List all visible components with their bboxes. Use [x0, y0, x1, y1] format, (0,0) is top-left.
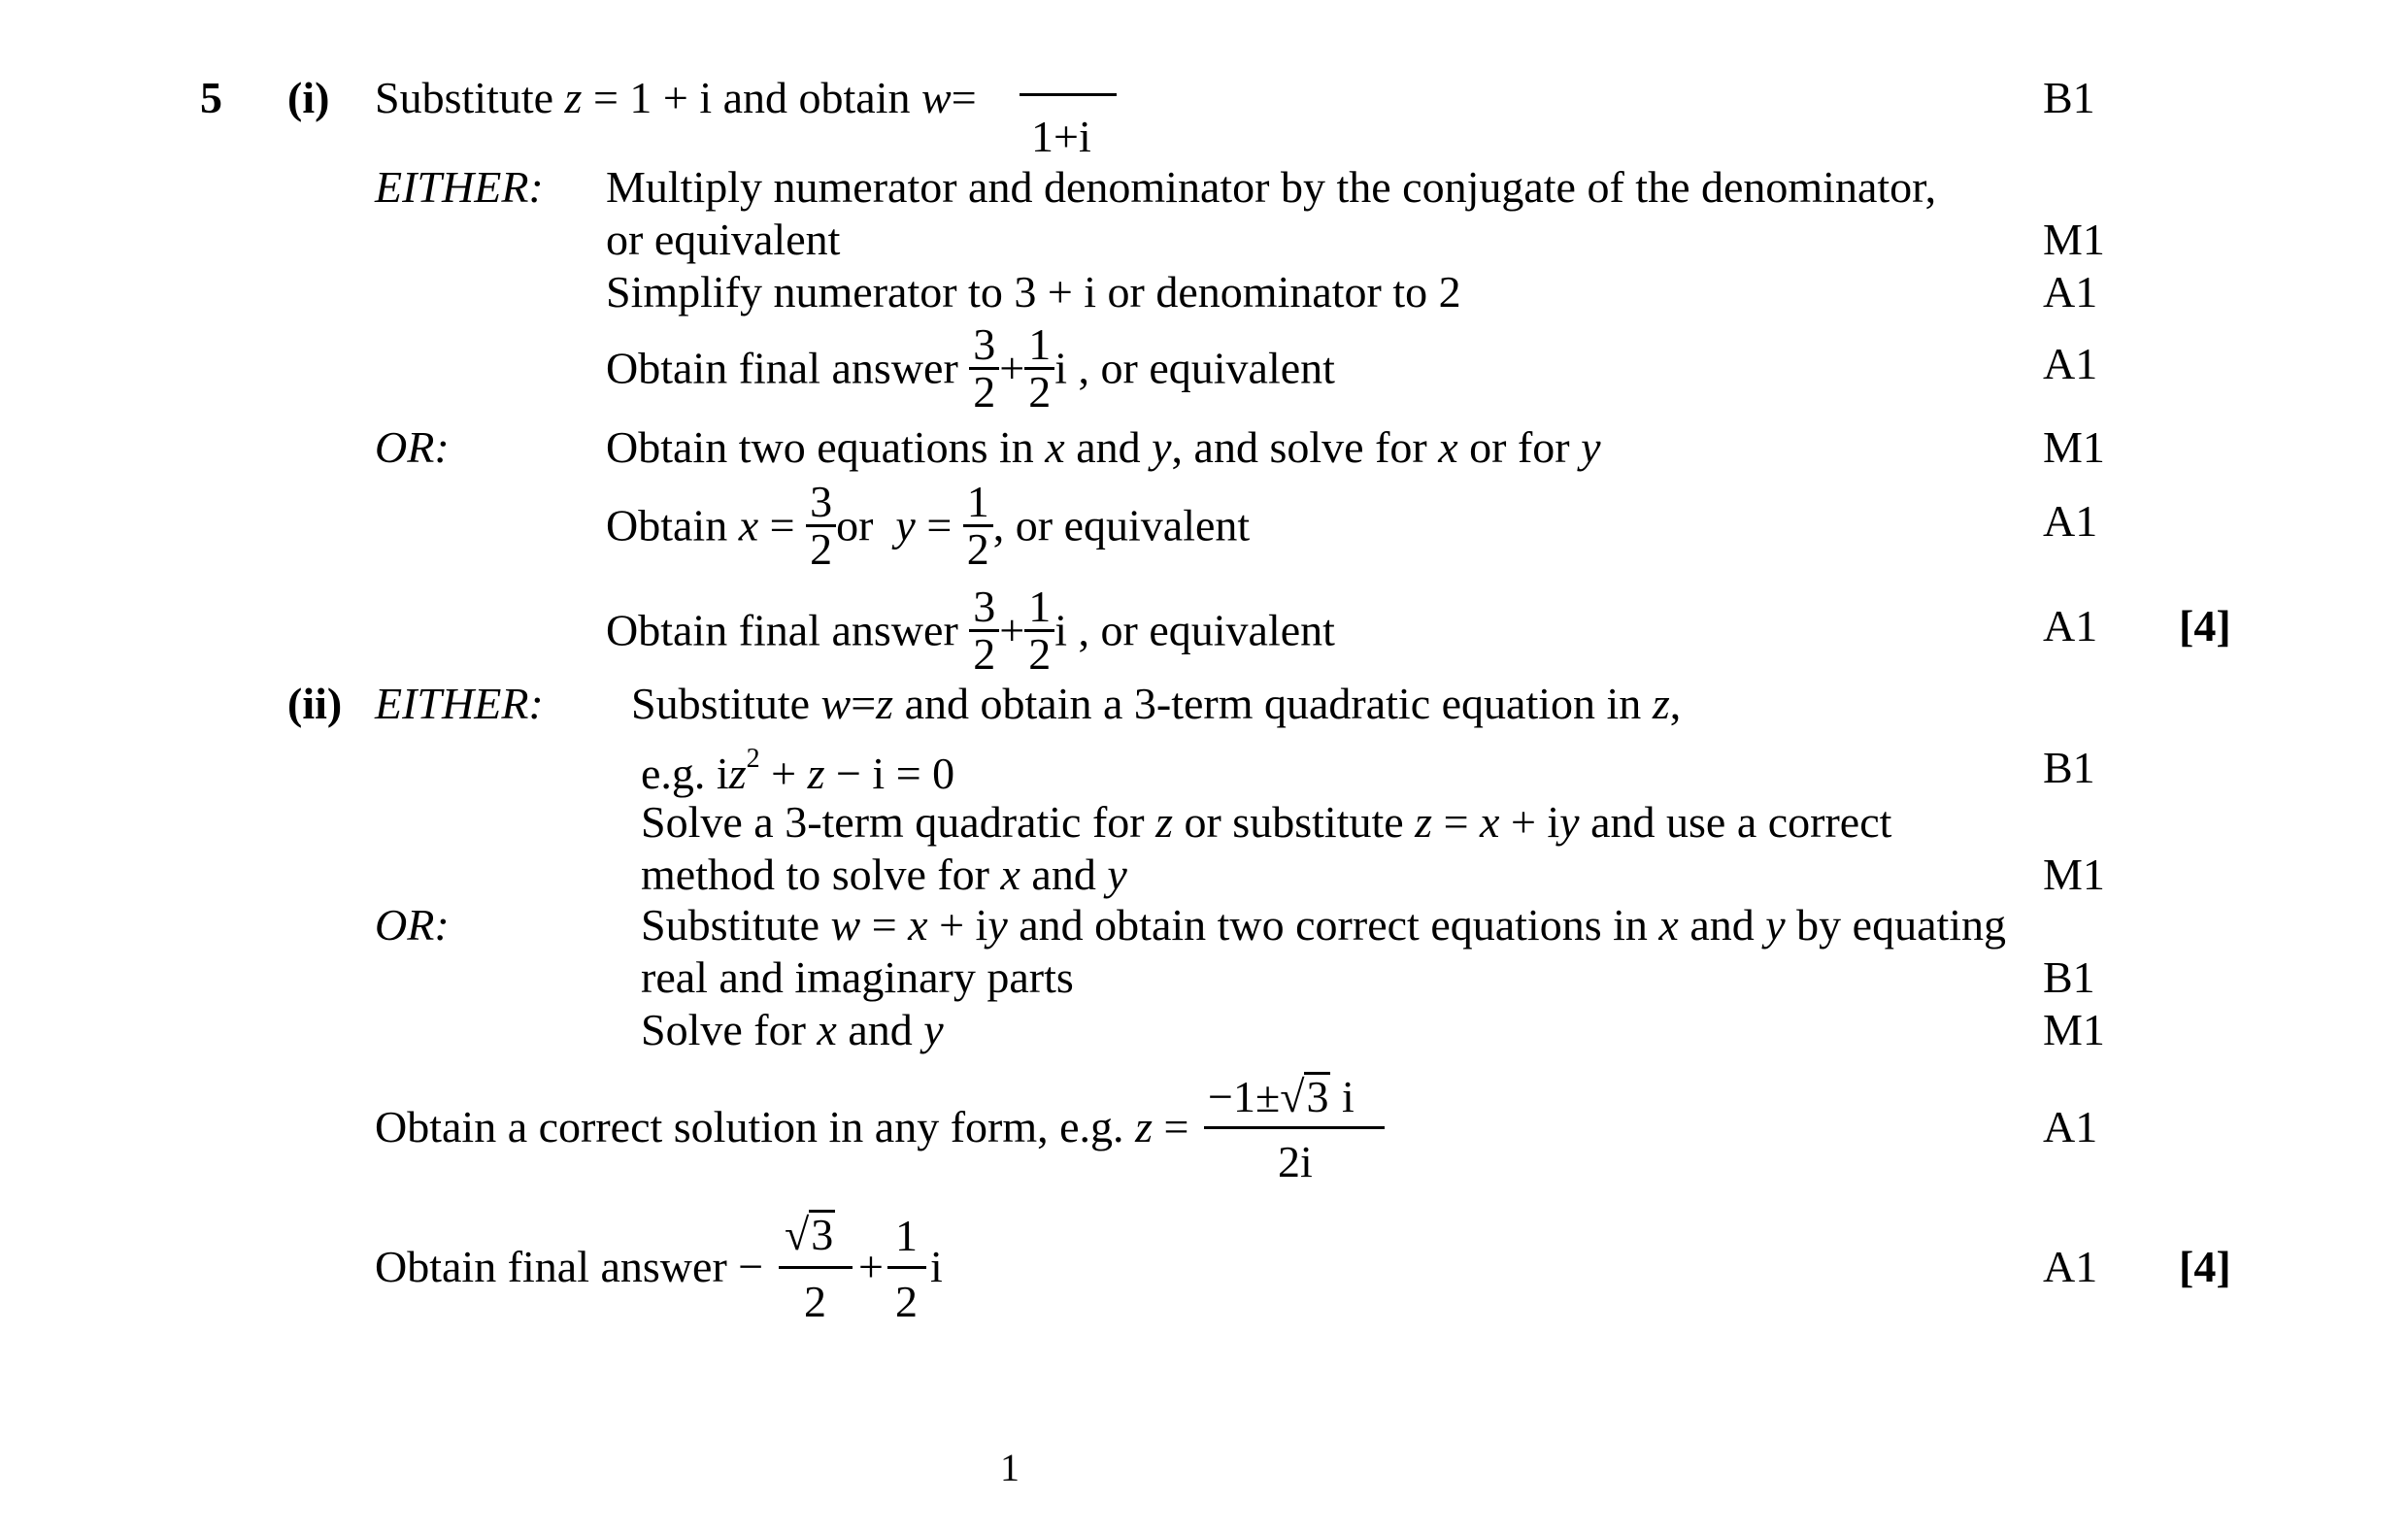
solution-numerator: −1±√3 i	[1208, 1072, 1354, 1121]
sqrt-sign: √	[1280, 1072, 1305, 1121]
part-i-either-line-a: Multiply numerator and denominator by the conjugate of the denominator,	[606, 162, 1937, 212]
part-ii-or-line-c: Solve for x and y	[641, 1005, 944, 1054]
part-i-or-line-a: Obtain two equations in x and y, and solve for x or for y	[606, 422, 1601, 472]
part-i-or-line-b-mark: A1	[2043, 496, 2098, 546]
part-ii-either-line-b: e.g. $iz^2 + z - i = 0$	[641, 744, 955, 798]
part-ii-total: [4]	[2179, 1242, 2231, 1291]
line1-fraction-bar	[1020, 93, 1117, 96]
page-footer: 1	[1000, 1446, 1020, 1489]
final-plus: +	[858, 1242, 884, 1291]
fraction-1-2: $\frac{1}{2}$	[1024, 584, 1054, 677]
part-ii-or-line-a: Substitute w = x + iy and obtain two correct equations in x and y by equating	[641, 900, 2007, 950]
line1-var-w: w	[921, 73, 952, 122]
part-i-line1	[375, 73, 977, 122]
line-d-prefix: Obtain final answer	[606, 343, 958, 393]
sqrt-sign: √	[785, 1210, 810, 1259]
line1-fraction-den: 1+i	[1031, 112, 1091, 161]
solution-line: Obtain a correct solution in any form, e.g. z =	[375, 1102, 1189, 1151]
fraction-1-2: $\frac{1}{2}$	[1024, 322, 1054, 415]
solution-fraction-bar	[1204, 1126, 1385, 1129]
part-i-either-line-b-mark: M1	[2043, 215, 2105, 264]
part-i-either-line-d-mark: A1	[2043, 339, 2098, 388]
part-i-or-line-c: Obtain final answer $\frac{3}{2}$ + $\frac{1}{2}$ i , or equivalent	[606, 582, 1335, 679]
part-i-either-line-c-mark: A1	[2043, 267, 2098, 317]
part-i-either-label: EITHER:	[375, 162, 544, 212]
fraction-1-2: $\frac{1}{2}$	[963, 480, 993, 572]
line1-equals: =	[951, 73, 977, 122]
part-ii-or-line-b: real and imaginary parts	[641, 952, 1074, 1002]
part-i-or-label: OR:	[375, 422, 450, 472]
part-ii-either-line-a: Substitute w=z and obtain a 3-term quadratic equation in z,	[631, 679, 1682, 728]
question-number: 5	[200, 73, 222, 122]
part-i-either-line-c: Simplify numerator to 3 + i or denominator to 2	[606, 267, 1461, 317]
part-i-either-line-d: Obtain final answer $\frac{3}{2}$ + $\frac{1}{2}$ i , or equivalent	[606, 319, 1335, 417]
final-root-3: √3	[785, 1210, 834, 1259]
part-i-label: (i)	[287, 73, 330, 122]
final-answer-text: Obtain final answer −	[375, 1242, 764, 1291]
part-i-or-line-b: Obtain x = $\frac{3}{2}$ or y = $\frac{1}{2}$ , or equivalent	[606, 477, 1251, 574]
final-den-2: 2	[895, 1277, 918, 1326]
final-fraction-bar-2	[887, 1266, 926, 1269]
fraction-3-2: $\frac{3}{2}$	[806, 480, 836, 572]
part-i-total: [4]	[2179, 601, 2231, 650]
solution-mark: A1	[2043, 1102, 2098, 1151]
solution-denominator: 2i	[1278, 1137, 1313, 1186]
part-ii-or-line-b-mark: B1	[2043, 952, 2095, 1002]
fraction-3-2: $\frac{3}{2}$	[969, 322, 999, 415]
part-ii-or-label: OR:	[375, 900, 450, 950]
part-ii-either-line-c: Solve a 3-term quadratic for z or substitute z = x + iy and use a correct	[641, 797, 1892, 847]
part-ii-label: (ii)	[287, 679, 343, 728]
final-mark: A1	[2043, 1242, 2098, 1291]
part-ii-either-line-b-mark: B1	[2043, 743, 2095, 792]
line1-var-z: z	[564, 73, 583, 122]
part-ii-either-line-d-mark: M1	[2043, 850, 2105, 899]
part-i-either-line-b: or equivalent	[606, 215, 841, 264]
line1-eq: = 1 + i and obtain	[592, 73, 911, 122]
part-i-or-line-a-mark: M1	[2043, 422, 2105, 472]
part-ii-either-label: EITHER:	[375, 679, 544, 728]
part-i-or-line-c-mark: A1	[2043, 601, 2098, 650]
line1-mark: B1	[2043, 73, 2095, 122]
line-d-suffix: i , or equivalent	[1054, 343, 1335, 393]
line1-text: Substitute	[375, 73, 554, 122]
final-suffix: i	[930, 1242, 943, 1291]
part-ii-or-line-c-mark: M1	[2043, 1005, 2105, 1054]
final-den-1: 2	[804, 1277, 826, 1326]
final-num-2: 1	[895, 1211, 918, 1260]
fraction-3-2: $\frac{3}{2}$	[969, 584, 999, 677]
part-ii-either-line-d: method to solve for x and y	[641, 850, 1127, 899]
final-fraction-bar-1	[779, 1266, 853, 1269]
